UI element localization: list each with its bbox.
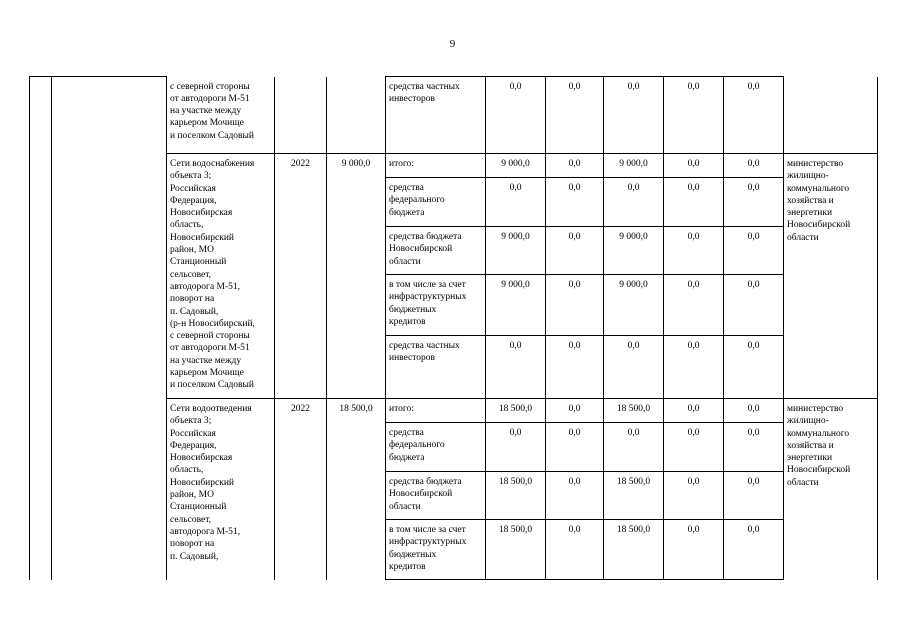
funding-source-cell: средства частных инвесторов bbox=[386, 77, 486, 154]
number-cell bbox=[30, 77, 52, 580]
total-cell bbox=[327, 77, 386, 154]
value-cell: 9 000,0 bbox=[486, 275, 546, 336]
table-row bbox=[30, 77, 878, 154]
funding-source-cell: итого: bbox=[386, 399, 486, 423]
value-cell: 0,0 bbox=[724, 472, 784, 520]
value-cell: 18 500,0 bbox=[486, 399, 546, 423]
value-cell: 0,0 bbox=[724, 423, 784, 472]
year-cell: 2022 bbox=[275, 399, 327, 580]
responsible-cell bbox=[784, 77, 878, 154]
value-cell: 0,0 bbox=[486, 77, 546, 154]
funding-source-cell: в том числе за счет инфраструктурных бюджетных кредитов bbox=[386, 275, 486, 336]
value-cell: 0,0 bbox=[546, 227, 604, 275]
value-cell: 0,0 bbox=[724, 154, 784, 178]
value-cell: 18 500,0 bbox=[604, 520, 664, 580]
total-cell: 9 000,0 bbox=[327, 154, 386, 399]
funding-source-cell: средства бюджета Новосибирской области bbox=[386, 227, 486, 275]
value-cell: 0,0 bbox=[604, 77, 664, 154]
value-cell: 0,0 bbox=[664, 275, 724, 336]
program-table bbox=[29, 76, 878, 580]
value-cell: 9 000,0 bbox=[604, 154, 664, 178]
value-cell: 0,0 bbox=[664, 227, 724, 275]
value-cell: 0,0 bbox=[604, 423, 664, 472]
value-cell: 0,0 bbox=[724, 275, 784, 336]
value-cell: 0,0 bbox=[724, 520, 784, 580]
funding-source-cell: в том числе за счет инфраструктурных бюджетных кредитов bbox=[386, 520, 486, 580]
funding-source-cell: итого: bbox=[386, 154, 486, 178]
value-cell: 18 500,0 bbox=[604, 472, 664, 520]
value-cell: 9 000,0 bbox=[604, 275, 664, 336]
value-cell: 0,0 bbox=[724, 399, 784, 423]
value-cell: 0,0 bbox=[664, 423, 724, 472]
responsible-cell: министерство жилищно- коммунального хозяйства и энергетики Новосибирской области bbox=[784, 154, 878, 399]
page-number: 9 bbox=[449, 38, 456, 50]
funding-source-cell: средства федерального бюджета bbox=[386, 178, 486, 227]
value-cell: 0,0 bbox=[546, 399, 604, 423]
value-cell: 0,0 bbox=[546, 520, 604, 580]
value-cell: 0,0 bbox=[546, 77, 604, 154]
funding-source-cell: средства федерального бюджета bbox=[386, 423, 486, 472]
value-cell: 9 000,0 bbox=[486, 154, 546, 178]
year-cell bbox=[275, 77, 327, 154]
value-cell: 0,0 bbox=[546, 336, 604, 399]
value-cell: 0,0 bbox=[664, 154, 724, 178]
value-cell: 0,0 bbox=[546, 423, 604, 472]
value-cell: 0,0 bbox=[724, 336, 784, 399]
value-cell: 0,0 bbox=[546, 154, 604, 178]
value-cell: 9 000,0 bbox=[486, 227, 546, 275]
measure-cell bbox=[52, 77, 167, 580]
value-cell: 0,0 bbox=[546, 178, 604, 227]
value-cell: 0,0 bbox=[724, 227, 784, 275]
value-cell: 0,0 bbox=[724, 178, 784, 227]
value-cell: 0,0 bbox=[486, 423, 546, 472]
funding-source-cell: средства бюджета Новосибирской области bbox=[386, 472, 486, 520]
value-cell: 18 500,0 bbox=[604, 399, 664, 423]
value-cell: 0,0 bbox=[486, 178, 546, 227]
value-cell: 0,0 bbox=[604, 336, 664, 399]
value-cell: 0,0 bbox=[546, 472, 604, 520]
value-cell: 0,0 bbox=[604, 178, 664, 227]
value-cell: 0,0 bbox=[486, 336, 546, 399]
value-cell: 0,0 bbox=[664, 178, 724, 227]
object-cell: Сети водоотведения объекта 3; Российская Федерация, Новосибирская область, Новосибирский район, МО Станционный сельсовет, автодорога М-51, поворот на п. Садовый, bbox=[167, 399, 275, 580]
value-cell: 9 000,0 bbox=[604, 227, 664, 275]
total-cell: 18 500,0 bbox=[327, 399, 386, 580]
value-cell: 18 500,0 bbox=[486, 472, 546, 520]
value-cell: 0,0 bbox=[664, 399, 724, 423]
value-cell: 0,0 bbox=[664, 520, 724, 580]
object-cell: Сети водоснабжения объекта 3; Российская Федерация, Новосибирская область, Новосибирский район, МО Станционный сельсовет, автодорога М-51, поворот на п. Садовый, (р-н Новосибирский, с северной стороны от автодороги М-51 на участке между карьером Мочище и поселком Садовый bbox=[167, 154, 275, 399]
funding-source-cell: средства частных инвесторов bbox=[386, 336, 486, 399]
responsible-cell: министерство жилищно- коммунального хозяйства и энергетики Новосибирской области bbox=[784, 399, 878, 580]
value-cell: 18 500,0 bbox=[486, 520, 546, 580]
year-cell: 2022 bbox=[275, 154, 327, 399]
value-cell: 0,0 bbox=[664, 77, 724, 154]
value-cell: 0,0 bbox=[724, 77, 784, 154]
object-cell: с северной стороны от автодороги М-51 на участке между карьером Мочище и поселком Садовый bbox=[167, 77, 275, 154]
value-cell: 0,0 bbox=[546, 275, 604, 336]
value-cell: 0,0 bbox=[664, 472, 724, 520]
value-cell: 0,0 bbox=[664, 336, 724, 399]
